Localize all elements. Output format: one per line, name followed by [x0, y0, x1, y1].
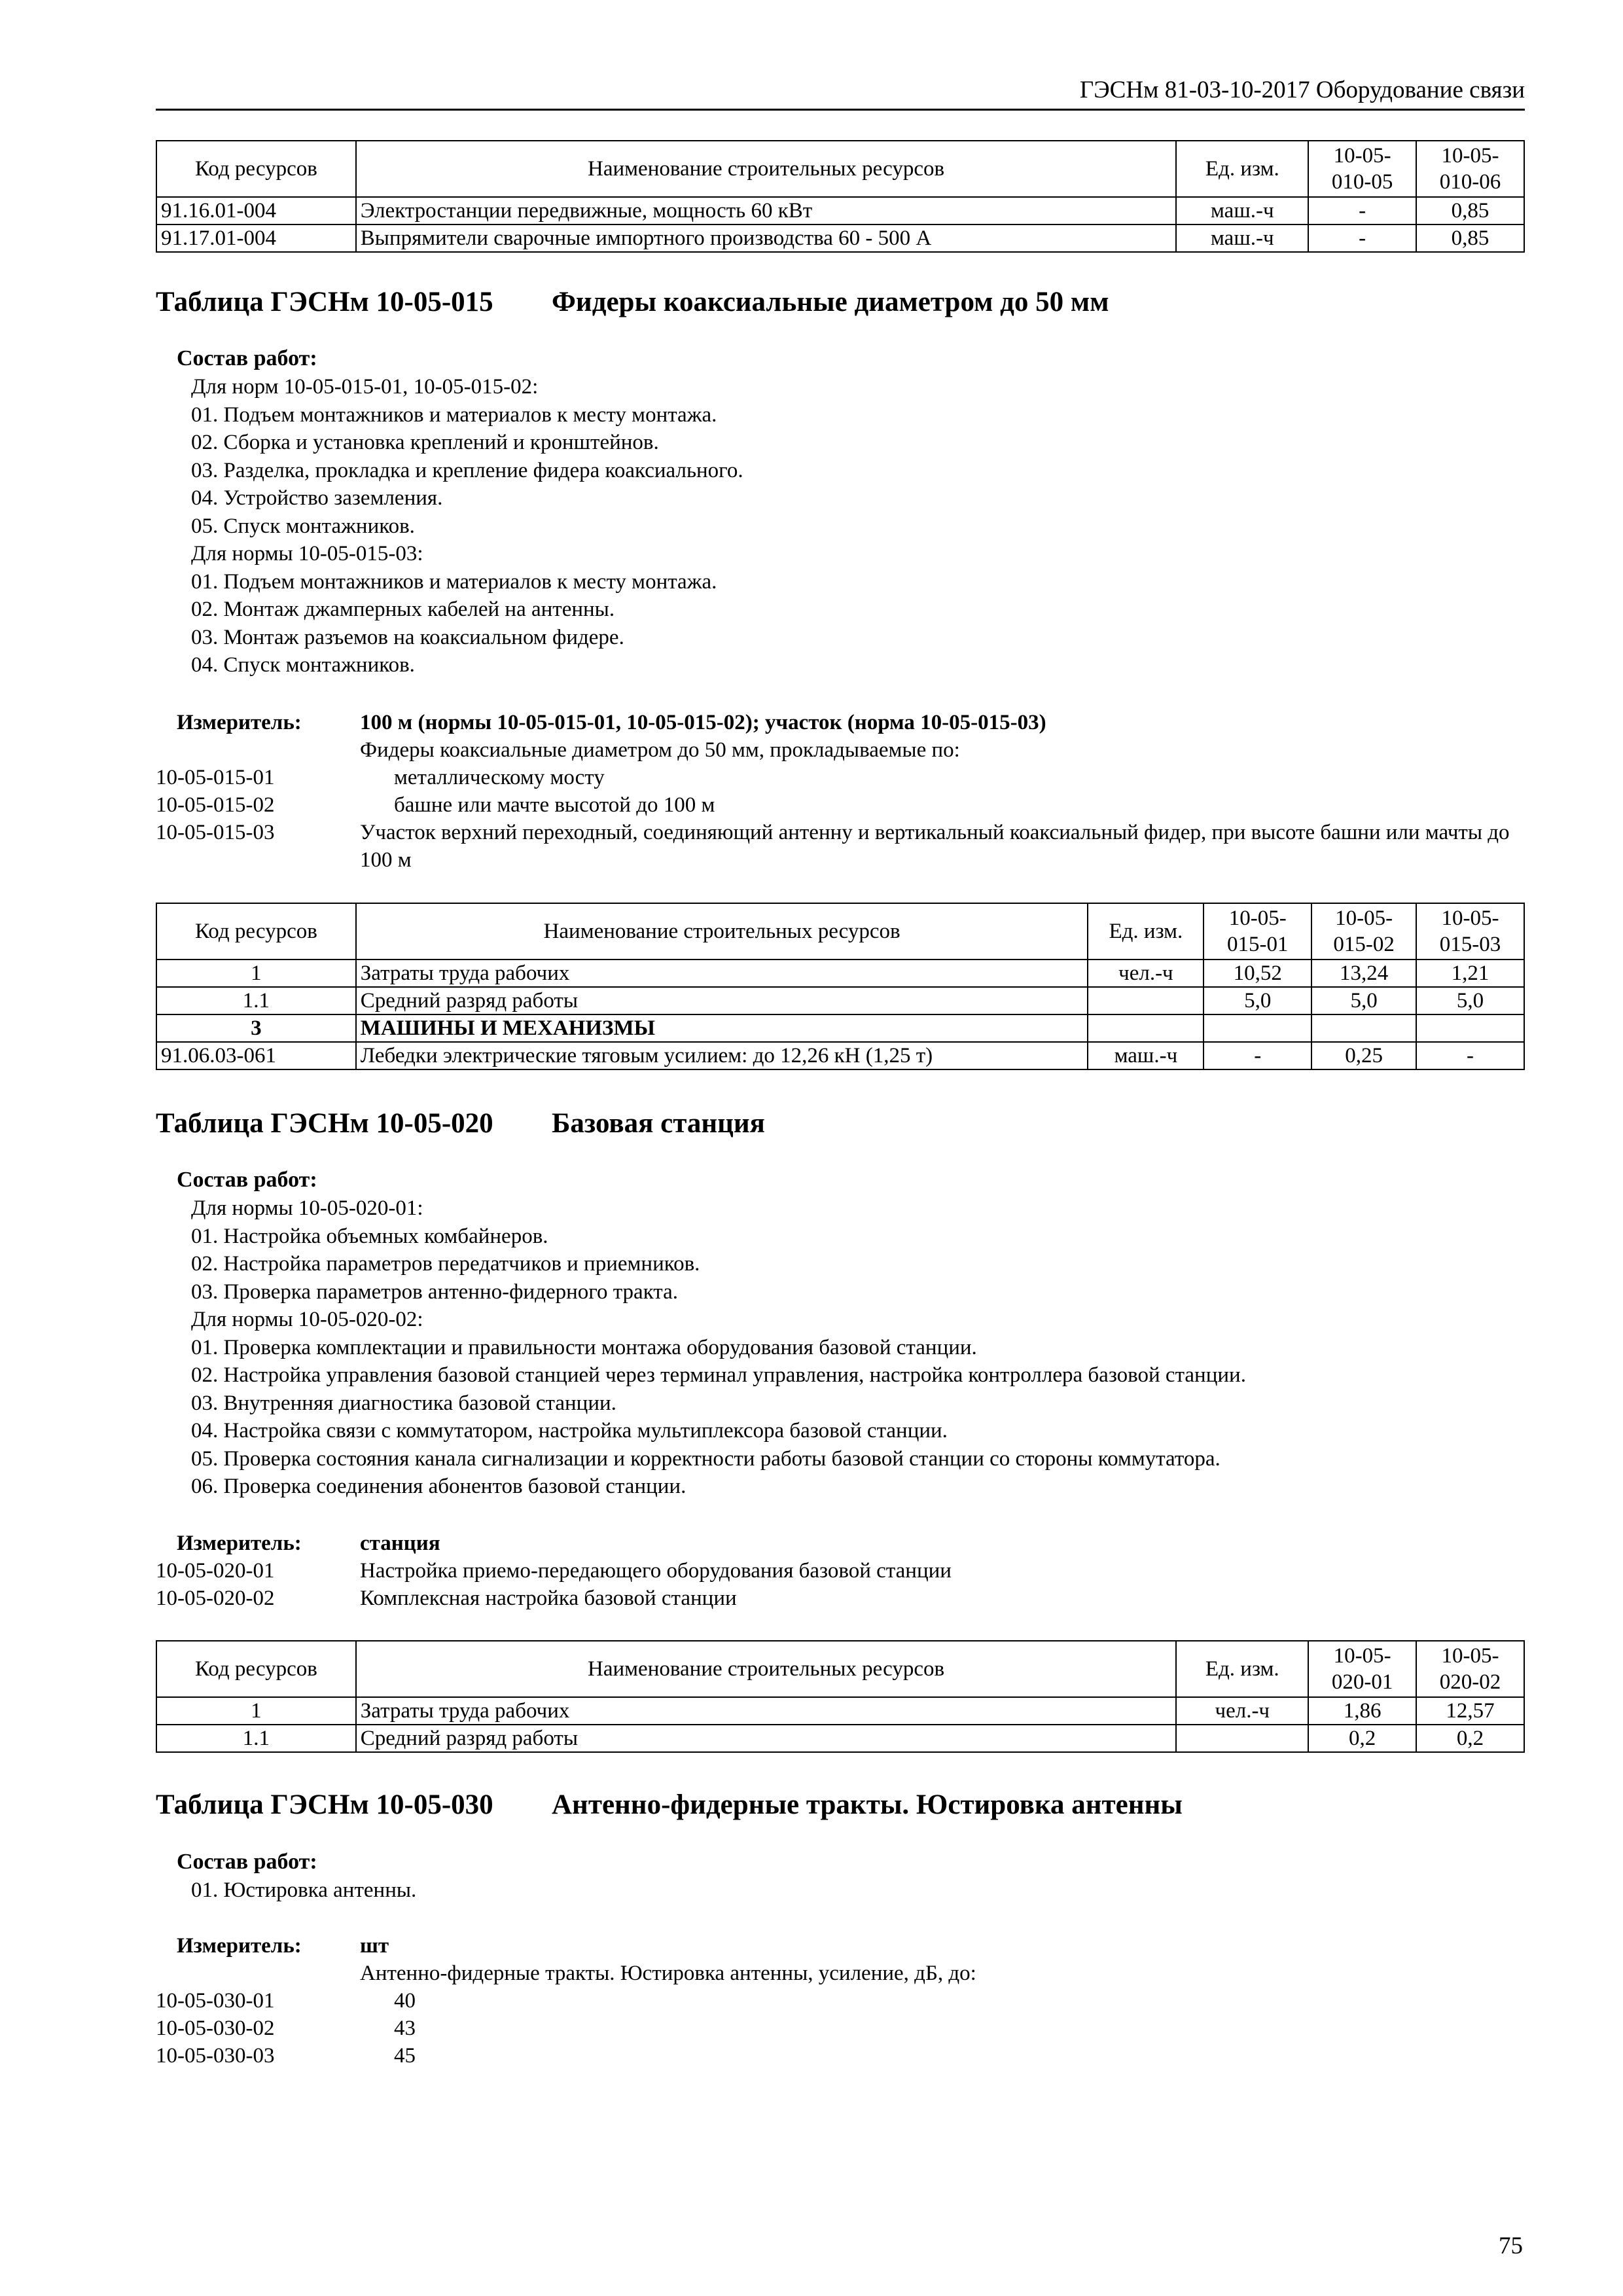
norm-code: 10-05-020-02 [156, 1587, 275, 1610]
resource-value: 13,24 [1311, 960, 1416, 987]
resource-code: 1.1 [156, 1725, 356, 1752]
col-name-header: Наименование строительных ресурсов [356, 141, 1177, 197]
resource-table-010 [156, 140, 1525, 253]
col-norm-header [1308, 1641, 1416, 1697]
norm-text: 43 [394, 2017, 416, 2040]
section-title-030 [156, 1789, 1183, 1821]
meter-label: Измеритель: [177, 1532, 302, 1555]
running-header: ГЭСНм 81-03-10-2017 Оборудование связи [156, 77, 1525, 111]
norm-code: 10-05- 010-05 [1331, 144, 1393, 194]
resource-value: 5,0 [1311, 987, 1416, 1014]
table-name: Фидеры коаксиальные диаметром до 50 мм [552, 287, 1109, 317]
resource-name: МАШИНЫ И МЕХАНИЗМЫ [356, 1014, 1088, 1042]
resource-name: Средний разряд работы [356, 987, 1088, 1014]
col-code-header: Код ресурсов [156, 1641, 356, 1697]
col-unit-header: Ед. изм. [1176, 141, 1308, 197]
resource-value [1204, 1014, 1311, 1042]
list-item: 05. Проверка состояния канала сигнализации и корректности работы базовой станции со стороны коммутатора. [191, 1446, 1221, 1471]
resource-value: - [1416, 1042, 1524, 1069]
list-item: 05. Спуск монтажников. [191, 514, 415, 538]
table-row [156, 1725, 1524, 1752]
col-norm-header [1416, 1641, 1524, 1697]
resource-name: Выпрямители сварочные импортного производства 60 - 500 А [356, 224, 1177, 252]
composition-label: Состав работ: [177, 1168, 317, 1192]
norm-text: металлическому мосту [394, 766, 605, 789]
col-norm-header [1416, 903, 1524, 960]
norm-text: 40 [394, 1989, 416, 2013]
list-item: 04. Устройство заземления. [191, 486, 443, 510]
composition-list-030 [191, 1876, 416, 1905]
composition-label: Состав работ: [177, 346, 317, 370]
table-name: Базовая станция [552, 1108, 765, 1139]
col-norm-header [1416, 141, 1524, 197]
resource-code: 91.16.01-004 [156, 197, 356, 224]
norm-code: 10-05-020-01 [156, 1559, 275, 1583]
meter-row [156, 736, 1530, 764]
resource-value: 12,57 [1416, 1697, 1524, 1725]
list-item: 06. Проверка соединения абонентов базовой станции. [191, 1475, 687, 1498]
col-norm-header [1311, 903, 1416, 960]
composition-list-015 [191, 373, 743, 679]
resource-unit: чел.-ч [1088, 960, 1204, 987]
meter-unit: шт [360, 1934, 389, 1958]
norm-code: 10-05-030-03 [156, 2044, 275, 2068]
meter-row [156, 1960, 1530, 1987]
list-item: 01. Проверка комплектации и правильности монтажа оборудования базовой станции. [191, 1335, 977, 1359]
table-id: Таблица ГЭСНм 10-05-030 [156, 1789, 493, 1820]
resource-code: 91.06.03-061 [156, 1042, 356, 1069]
list-item: 02. Монтаж джамперных кабелей на антенны. [191, 598, 615, 621]
resource-unit: маш.-ч [1176, 224, 1308, 252]
resource-value: 5,0 [1416, 987, 1524, 1014]
table-header-row [156, 141, 1524, 197]
norm-code: 10-05-015-03 [156, 821, 275, 844]
norm-text: 45 [394, 2044, 416, 2068]
resource-value: - [1308, 197, 1416, 224]
norm-code: 10-05-030-02 [156, 2017, 275, 2040]
resource-name: Затраты труда рабочих [356, 1697, 1177, 1725]
resource-code: 1 [156, 960, 356, 987]
resource-name: Лебедки электрические тяговым усилием: до 12,26 кН (1,25 т) [356, 1042, 1088, 1069]
list-item: Для нормы 10-05-020-01: [191, 1196, 423, 1220]
list-item: 01. Подъем монтажников и материалов к месту монтажа. [191, 403, 717, 427]
resource-code: 3 [156, 1014, 356, 1042]
norm-text: башне или мачте высотой до 100 м [394, 793, 715, 817]
resource-table-020 [156, 1640, 1525, 1753]
resource-unit: маш.-ч [1176, 197, 1308, 224]
table-header-row [156, 903, 1524, 960]
resource-value: - [1308, 224, 1416, 252]
composition-label: Состав работ: [177, 1850, 317, 1874]
resource-value: 1,86 [1308, 1697, 1416, 1725]
norm-row [156, 764, 1530, 791]
resource-value: 1,21 [1416, 960, 1524, 987]
resource-code: 1 [156, 1697, 356, 1725]
meter-label: Измеритель: [177, 1934, 302, 1958]
table-row [156, 1697, 1524, 1725]
resource-value: 5,0 [1204, 987, 1311, 1014]
norm-code: 10-05- 015-02 [1333, 906, 1395, 956]
list-item: 01. Юстировка антенны. [191, 1878, 417, 1902]
list-item: 02. Сборка и установка креплений и кронштейнов. [191, 431, 659, 454]
norm-row [156, 1987, 1530, 2015]
col-name-header: Наименование строительных ресурсов [356, 1641, 1177, 1697]
norm-code: 10-05-030-01 [156, 1989, 275, 2013]
col-code-header: Код ресурсов [156, 141, 356, 197]
resource-table-015 [156, 903, 1525, 1070]
meter-intro: Антенно-фидерные тракты. Юстировка антенны, усиление, дБ, до: [360, 1962, 976, 1985]
col-norm-header [1308, 141, 1416, 197]
table-row [156, 960, 1524, 987]
norm-text: Комплексная настройка базовой станции [360, 1587, 737, 1610]
resource-name: Затраты труда рабочих [356, 960, 1088, 987]
list-item: Для нормы 10-05-020-02: [191, 1308, 423, 1331]
norm-text: Настройка приемо-передающего оборудования базовой станции [360, 1559, 952, 1583]
norm-text: Участок верхний переходный, соединяющий антенну и вертикальный коаксиальный фидер, при высоте башни или мачты до 100 м [360, 821, 1510, 872]
meter-label: Измеритель: [177, 711, 302, 734]
resource-unit: чел.-ч [1176, 1697, 1308, 1725]
meter-unit: 100 м (нормы 10-05-015-01, 10-05-015-02); участок (норма 10-05-015-03) [360, 711, 1046, 734]
norm-row [156, 1557, 1530, 1585]
section-title-015 [156, 286, 1109, 319]
list-item: Для норм 10-05-015-01, 10-05-015-02: [191, 375, 539, 399]
meter-row [156, 709, 1530, 736]
list-item: 04. Настройка связи с коммутатором, настройка мультиплексора базовой станции. [191, 1419, 948, 1443]
norm-row [156, 2015, 1530, 2042]
meter-row [156, 1530, 1530, 1557]
col-unit-header: Ед. изм. [1088, 903, 1204, 960]
table-row [156, 987, 1524, 1014]
norm-code: 10-05- 015-01 [1227, 906, 1289, 956]
resource-value: - [1204, 1042, 1311, 1069]
norm-code: 10-05-015-02 [156, 793, 275, 817]
resource-code: 1.1 [156, 987, 356, 1014]
meter-block-020 [156, 1530, 1530, 1612]
table-id: Таблица ГЭСНм 10-05-015 [156, 287, 493, 317]
table-id: Таблица ГЭСНм 10-05-020 [156, 1108, 493, 1139]
norm-code: 10-05- 010-06 [1439, 144, 1501, 194]
resource-value: 0,85 [1416, 224, 1524, 252]
resource-value: 0,2 [1416, 1725, 1524, 1752]
table-row [156, 1042, 1524, 1069]
col-name-header: Наименование строительных ресурсов [356, 903, 1088, 960]
page-number: 75 [1499, 2233, 1523, 2259]
list-item: 02. Настройка параметров передатчиков и приемников. [191, 1252, 700, 1276]
resource-name: Средний разряд работы [356, 1725, 1177, 1752]
resource-value [1311, 1014, 1416, 1042]
norm-code: 10-05- 020-02 [1439, 1644, 1501, 1694]
resource-value: 0,2 [1308, 1725, 1416, 1752]
list-item: 01. Подъем монтажников и материалов к месту монтажа. [191, 569, 717, 594]
list-item: 03. Монтаж разъемов на коаксиальном фидере. [191, 625, 624, 649]
list-item: 03. Внутренняя диагностика базовой станции. [191, 1391, 616, 1415]
meter-intro: Фидеры коаксиальные диаметром до 50 мм, прокладываемые по: [360, 738, 960, 762]
meter-block-030 [156, 1932, 1530, 2070]
list-item: 03. Проверка параметров антенно-фидерного тракта. [191, 1280, 679, 1304]
norm-code: 10-05- 015-03 [1439, 906, 1501, 956]
resource-value: 10,52 [1204, 960, 1311, 987]
resource-name: Электростанции передвижные, мощность 60 кВт [356, 197, 1177, 224]
norm-row [156, 1585, 1530, 1612]
resource-unit [1088, 987, 1204, 1014]
list-item: 02. Настройка управления базовой станцией через терминал управления, настройка контроллера базовой станции. [191, 1363, 1246, 1387]
col-unit-header: Ед. изм. [1176, 1641, 1308, 1697]
col-norm-header [1204, 903, 1311, 960]
meter-block-015 [156, 709, 1530, 874]
norm-row [156, 2042, 1530, 2070]
norm-code: 10-05- 020-01 [1331, 1644, 1393, 1694]
norm-row [156, 819, 1530, 874]
table-row [156, 224, 1524, 252]
norm-row [156, 791, 1530, 819]
table-row [156, 1014, 1524, 1042]
composition-list-020 [191, 1194, 1246, 1501]
norm-code: 10-05-015-01 [156, 766, 275, 789]
meter-unit: станция [360, 1532, 440, 1555]
resource-value [1416, 1014, 1524, 1042]
list-item: 03. Разделка, прокладка и крепление фидера коаксиального. [191, 458, 743, 482]
resource-unit: маш.-ч [1088, 1042, 1204, 1069]
resource-value: 0,25 [1311, 1042, 1416, 1069]
resource-value: 0,85 [1416, 197, 1524, 224]
meter-row [156, 1932, 1530, 1960]
list-item: 01. Настройка объемных комбайнеров. [191, 1224, 548, 1248]
list-item: 04. Спуск монтажников. [191, 653, 415, 677]
table-header-row [156, 1641, 1524, 1697]
col-code-header: Код ресурсов [156, 903, 356, 960]
section-title-020 [156, 1107, 765, 1140]
resource-code: 91.17.01-004 [156, 224, 356, 252]
table-row [156, 197, 1524, 224]
resource-unit [1176, 1725, 1308, 1752]
list-item: Для нормы 10-05-015-03: [191, 542, 423, 565]
table-name: Антенно-фидерные тракты. Юстировка антенны [552, 1789, 1183, 1820]
resource-unit [1088, 1014, 1204, 1042]
